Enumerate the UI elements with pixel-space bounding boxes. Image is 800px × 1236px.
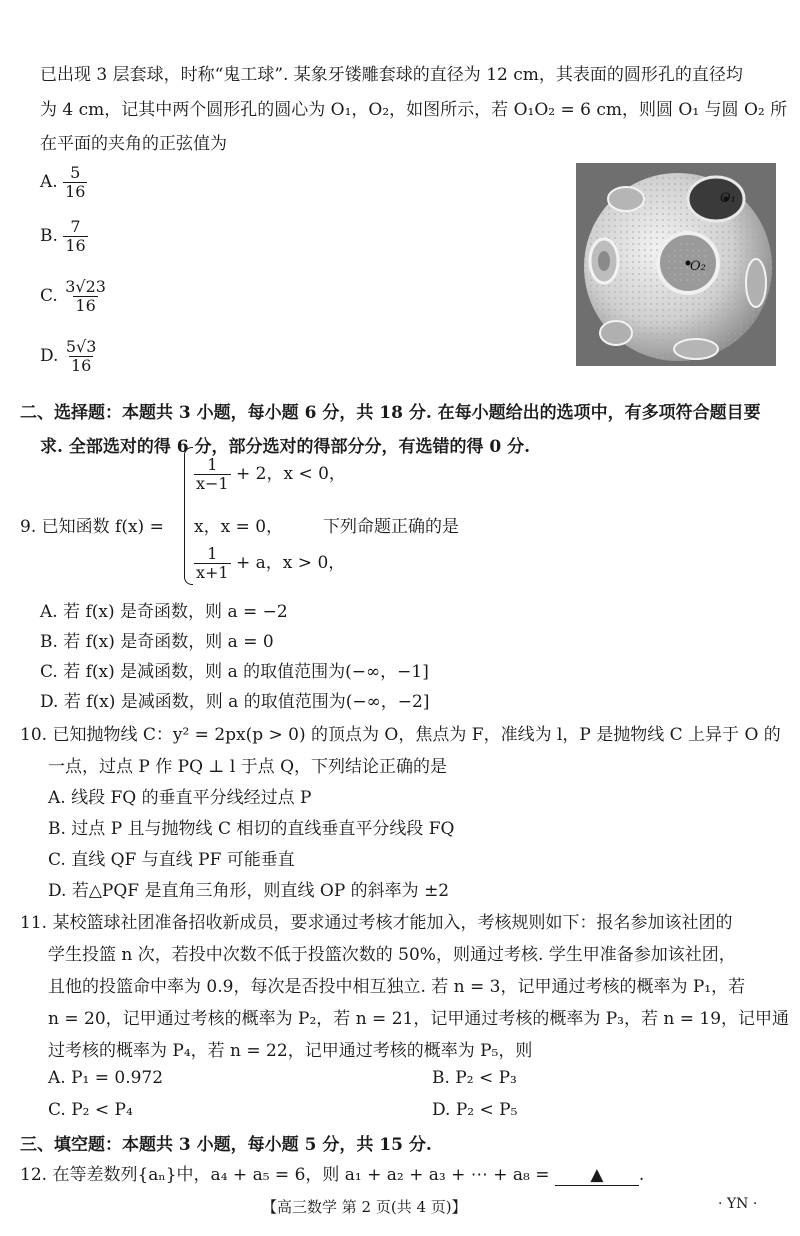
q8-option-b: B. $\frac{7}{16}$ <box>40 217 86 255</box>
q12-stem: 12. 在等差数列{aₙ}中，a₄ + a₅ = 6，则 a₁ + a₂ + a₃ + ⋯ + a₈ = ▲ . <box>20 1165 645 1185</box>
piecewise-brace <box>184 447 193 585</box>
footer-region-code: · YN · <box>718 1196 758 1212</box>
q10-option-d: D. 若△PQF 是直角三角形，则直线 OP 的斜率为 ±2 <box>48 881 450 901</box>
q11-stem-line2: 学生投篮 n 次，若投中次数不低于投篮次数的 50%，则通过考核. 学生甲准备参加该社团， <box>48 945 736 965</box>
answer-blank[interactable] <box>555 1165 639 1186</box>
q9-suffix: 下列命题正确的是 <box>323 517 459 537</box>
q9-prefix: 9. 已知函数 f(x) = <box>20 517 164 537</box>
q9-case1: $\frac{1}{x-1}$ + 2，x < 0， <box>196 455 346 493</box>
section2-header-line1: 二、选择题：本题共 3 小题，每小题 6 分，共 18 分. 在每小题给出的选项中，有多项符合题目要 <box>20 403 761 423</box>
q8-option-c: C. $\frac{3√23}{16}$ <box>40 277 106 315</box>
section2-header-line2: 求. 全部选对的得 6 分，部分选对的得部分分，有选错的得 0 分. <box>40 437 531 457</box>
q9-option-c: C. 若 f(x) 是减函数，则 a 的取值范围为(−∞，−1] <box>40 662 429 682</box>
q11-option-d: D. P₂ < P₅ <box>432 1100 518 1120</box>
q9-option-a: A. 若 f(x) 是奇函数，则 a = −2 <box>40 602 288 622</box>
q10-stem-line1: 10. 已知抛物线 C：y² = 2px(p > 0) 的顶点为 O，焦点为 F，准线为 l，P 是抛物线 C 上异于 O 的 <box>20 725 781 745</box>
q11-option-b: B. P₂ < P₃ <box>432 1068 517 1088</box>
q10-option-b: B. 过点 P 且与抛物线 C 相切的直线垂直平分线段 FQ <box>48 819 455 839</box>
q9-case3: $\frac{1}{x+1}$ + a，x > 0， <box>196 544 346 582</box>
q11-option-c: C. P₂ < P₄ <box>48 1100 133 1120</box>
fraction: $\frac{1}{x-1}$ <box>196 455 229 493</box>
q9-option-d: D. 若 f(x) 是减函数，则 a 的取值范围为(−∞，−2] <box>40 692 430 712</box>
ivory-ball-figure <box>576 163 776 366</box>
q8-stem-line1: 已出现 3 层套球，时称“鬼工球”. 某象牙镂雕套球的直径为 12 cm，其表面的圆形孔的直径均 <box>40 65 743 85</box>
fraction: $\frac{5}{16}$ <box>65 163 86 201</box>
fraction: $\frac{3√23}{16}$ <box>65 277 106 315</box>
q11-stem-line3: 且他的投篮命中率为 0.9，每次是否投中相互独立. 若 n = 3，记甲通过考核的概率为 P₁，若 <box>48 977 746 997</box>
q11-stem-line1: 11. 某校篮球社团准备招收新成员，要求通过考核才能加入，考核规则如下：报名参加该社团的 <box>20 913 733 933</box>
q10-option-c: C. 直线 QF 与直线 PF 可能垂直 <box>48 850 295 870</box>
q8-stem-line3: 在平面的夹角的正弦值为 <box>40 134 227 154</box>
q8-stem-line2: 为 4 cm，记其中两个圆形孔的圆心为 O₁，O₂，如图所示，若 O₁O₂ = 6 cm，则圆 O₁ 与圆 O₂ 所 <box>40 100 788 120</box>
q11-option-a: A. P₁ = 0.972 <box>48 1068 164 1088</box>
q10-stem-line2: 一点，过点 P 作 PQ ⊥ l 于点 Q，下列结论正确的是 <box>48 757 448 777</box>
fraction: $\frac{7}{16}$ <box>65 217 86 255</box>
footer-page-info: 【高三数学 第 2 页(共 4 页)】 <box>262 1198 467 1216</box>
triangle-icon: ▲ <box>590 1165 604 1185</box>
fraction: $\frac{5√3}{16}$ <box>65 337 97 375</box>
figure-label-o1: O₁ <box>720 191 736 206</box>
q9-option-b: B. 若 f(x) 是奇函数，则 a = 0 <box>40 632 274 652</box>
section3-header: 三、填空题：本题共 3 小题，每小题 5 分，共 15 分. <box>20 1135 432 1155</box>
fraction: $\frac{1}{x+1}$ <box>196 544 229 582</box>
ivory-ball-icon <box>576 163 776 366</box>
q8-option-a: A. $\frac{5}{16}$ <box>40 163 86 201</box>
q10-option-a: A. 线段 FQ 的垂直平分线经过点 P <box>48 788 312 808</box>
q8-option-d: D. $\frac{5√3}{16}$ <box>40 337 97 375</box>
q9-case2: x，x = 0， <box>194 517 284 537</box>
figure-label-o2: O₂ <box>690 259 706 274</box>
q11-stem-line5: 过考核的概率为 P₄，若 n = 22，记甲通过考核的概率为 P₅，则 <box>48 1041 533 1061</box>
q11-stem-line4: n = 20，记甲通过考核的概率为 P₂，若 n = 21，记甲通过考核的概率为 P₃，若 n = 19，记甲通 <box>48 1009 790 1029</box>
